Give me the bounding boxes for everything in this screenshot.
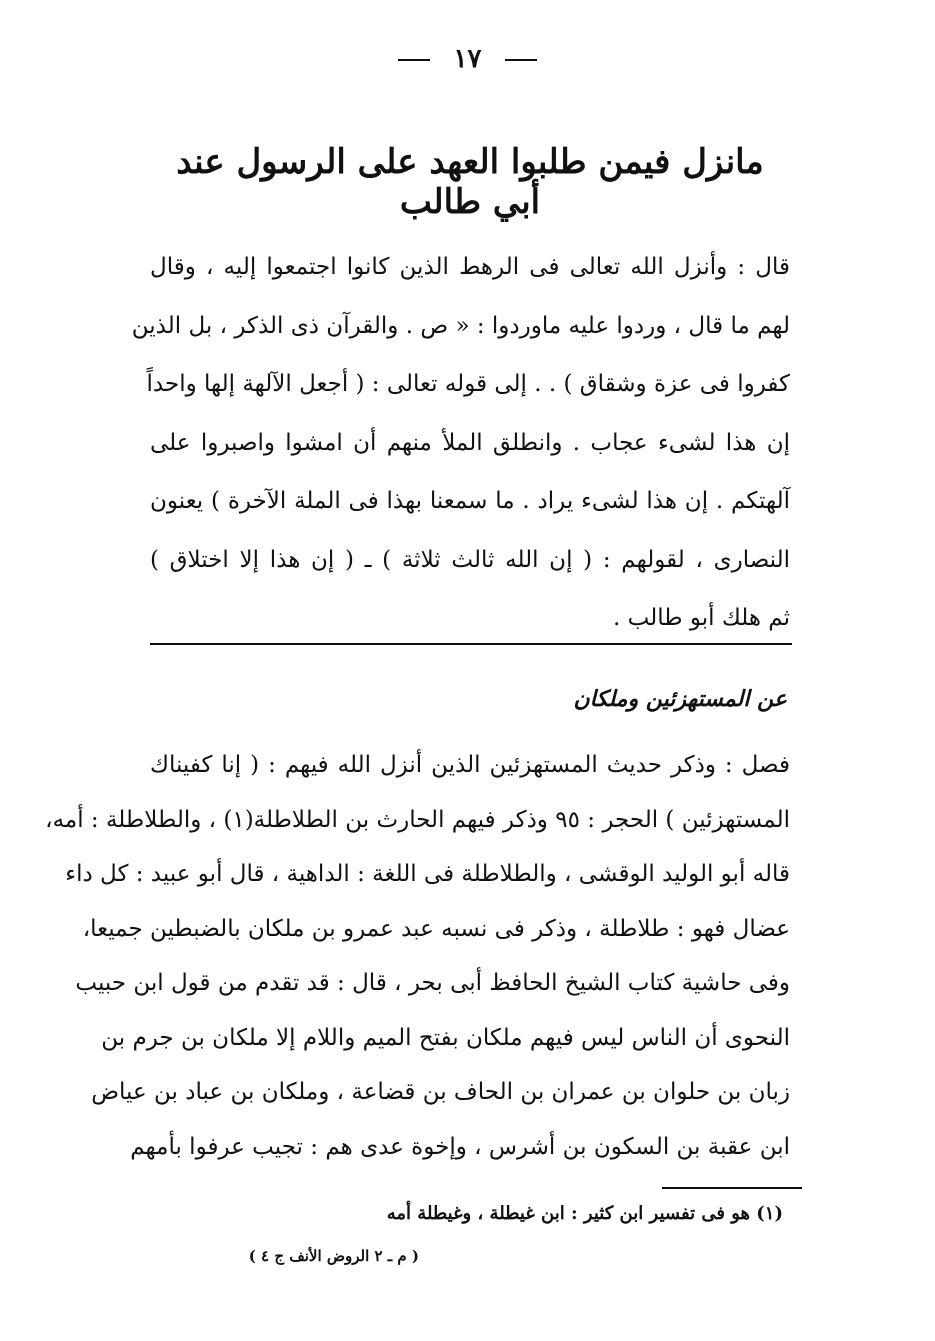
text-line: عضال فهو : طلاطلة ، وذكر فى نسبه عبد عمرو بن ملكان بالضبطين جميعا، (82, 915, 790, 942)
dash-right (398, 59, 430, 61)
text-line: ثم هلك أبو طالب . (613, 605, 790, 631)
text-line: النحوى أن الناس ليس فيهم ملكان بفتح الميم واللام إلا ملكان بن جرم بن (101, 1024, 790, 1051)
page-number: ١٧ (453, 44, 482, 74)
text-line: ابن عقبة بن السكون بن أشرس ، وإخوة عدى هم : تجيب عرفوا بأمهم (130, 1133, 790, 1160)
text-line: قاله أبو الوليد الوقشى ، والطلاطلة فى اللغة : الداهية ، قال أبو عبيد : كل داء (65, 861, 790, 887)
text-line: إن هذا لشىء عجاب . وانطلق الملأ منهم أن امشوا واصبروا على (150, 429, 790, 456)
section-heading: عن المستهزئين وملكان (573, 686, 787, 712)
text-line: قال : وأنزل الله تعالى فى الرهط الذين كانوا اجتمعوا إليه ، وقال (150, 254, 790, 280)
text-line: لهم ما قال ، وردوا عليه ماوردوا : « ص . والقرآن ذى الذكر ، بل الذين (131, 312, 790, 339)
chapter-title: مانزل فيمن طلبوا العهد على الرسول عند أبي طالب (176, 142, 764, 222)
section-divider (150, 643, 792, 645)
text-line: كفروا فى عزة وشقاق ) . . إلى قوله تعالى : ( أجعل الآلهة إلها واحداً (146, 371, 790, 397)
text-line: النصارى ، لقولهم : ( إن الله ثالث ثلاثة ) ـ ( إن هذا إلا اختلاق ) (150, 546, 790, 573)
text-line: المستهزئين ) الحجر : ٩٥ وذكر فيهم الحارث بن الطلاطلة(١) ، والطلاطلة : أمه، (45, 806, 790, 833)
footnote-divider (662, 1187, 802, 1189)
text-line: فصل : وذكر حديث المستهزئين الذين أنزل الله فيهم : ( إنا كفيناك (150, 752, 790, 778)
text-line: زبان بن حلوان بن عمران بن الحاف بن قضاعة ، وملكان بن عباد بن عياض (91, 1079, 790, 1105)
dash-left (505, 59, 537, 61)
footnote: (١) هو فى تفسير ابن كثير : ابن غيطلة ، وغيطلة أمه (386, 1203, 783, 1224)
text-line: آلهتكم . إن هذا لشىء يراد . ما سمعنا بهذا فى الملة الآخرة ) يعنون (150, 488, 790, 514)
page-number-row (0, 44, 935, 74)
section1-text (131, 238, 790, 648)
section2-text (45, 738, 790, 1174)
text-line: وفى حاشية كتاب الشيخ الحافظ أبى بحر ، قال : قد تقدم من قول ابن حبيب (75, 970, 790, 996)
signature-mark: ( م ـ ٢ الروض الأنف ج ٤ ) (248, 1247, 419, 1265)
